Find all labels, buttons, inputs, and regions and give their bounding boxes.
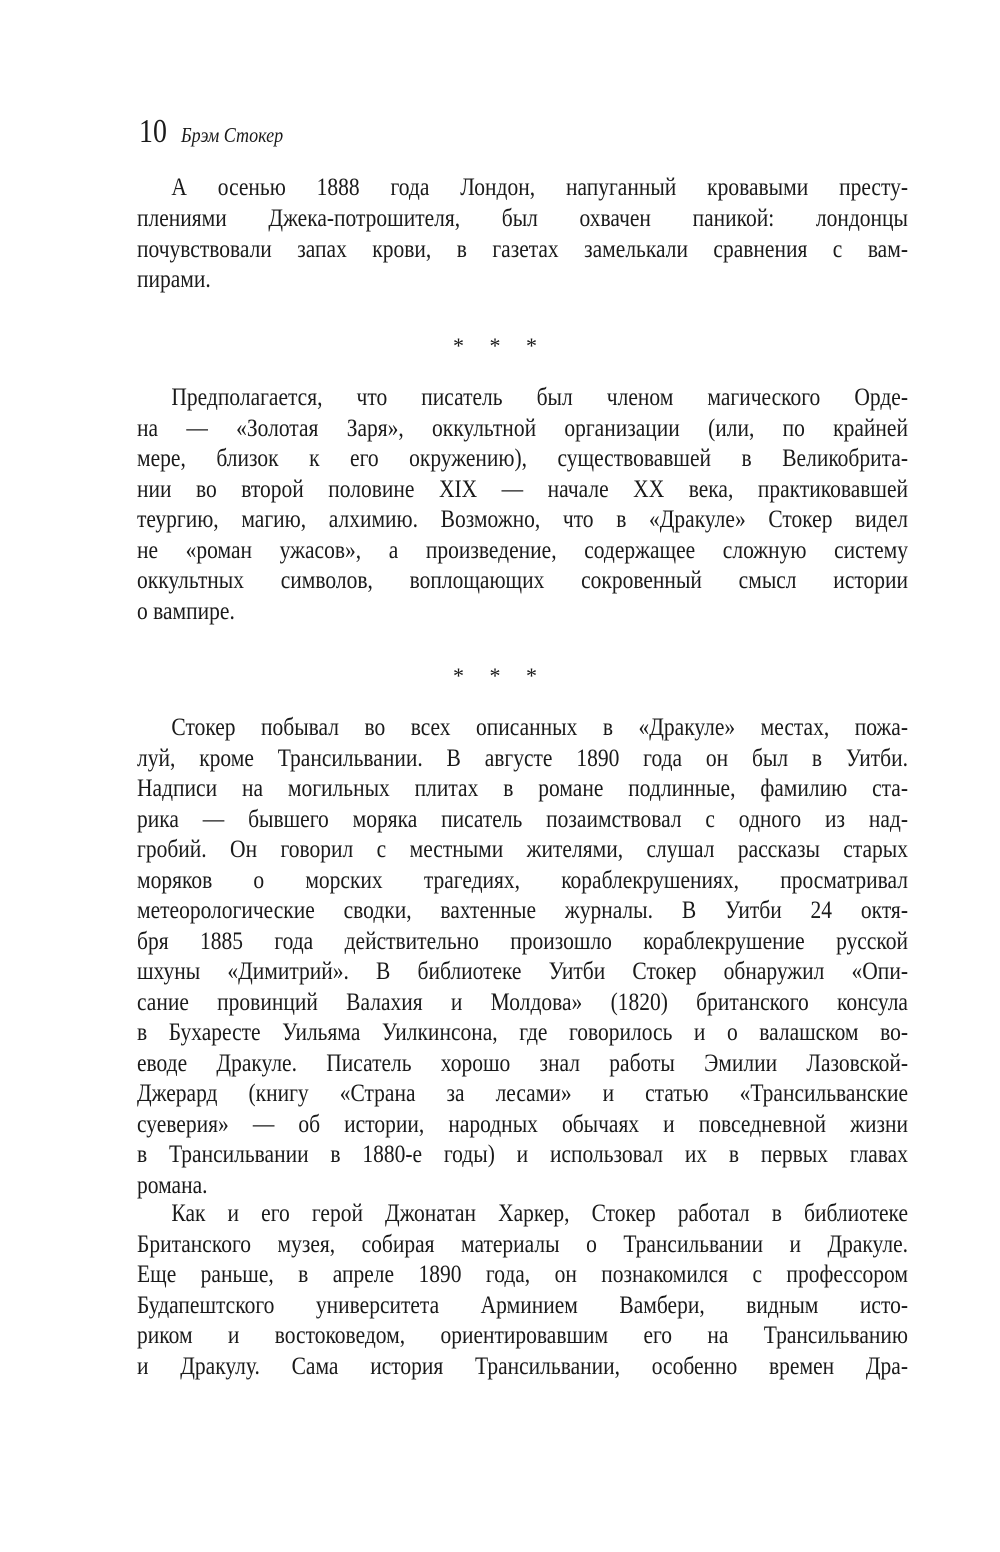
text-line xyxy=(137,172,908,203)
text-line xyxy=(137,596,908,627)
text-line-content xyxy=(137,264,908,295)
text-line xyxy=(137,773,908,804)
text-line-label: и Дракулу. Сама история Трансильвании, особенно времен Дра- xyxy=(137,1353,908,1380)
text-line-label: о вампире. xyxy=(137,598,235,625)
text-line xyxy=(137,926,908,957)
text-line xyxy=(137,1078,908,1109)
text-line-content xyxy=(137,203,908,234)
text-line-label: романа. xyxy=(137,1172,208,1199)
text-line xyxy=(137,865,908,896)
text-line-label: метеорологические сводки, вахтенные журналы. В Уитби 24 октя- xyxy=(137,897,908,924)
text-line xyxy=(137,264,908,295)
text-line-label: мере, близок к его окружению), существовавшей в Великобрита- xyxy=(137,445,908,472)
text-line-label: еводе Дракуле. Писатель хорошо знал работы Эмилии Лазовской- xyxy=(137,1050,908,1077)
text-line xyxy=(137,413,908,444)
text-line-label: Предполагается, что писатель был членом магического Орде- xyxy=(171,384,908,411)
text-line-content xyxy=(137,1198,908,1229)
text-line-label: плениями Джека-потрошителя, был охвачен паникой: лондонцы xyxy=(137,205,908,232)
text-line xyxy=(137,203,908,234)
text-line-label: луй, кроме Трансильвании. В августе 1890 года он был в Уитби. xyxy=(137,745,908,772)
text-line-label: Британского музея, собирая материалы о Трансильвании и Дракуле. xyxy=(137,1231,908,1258)
text-line-label: Еще раньше, в апреле 1890 года, он познакомился с профессором xyxy=(137,1261,908,1288)
running-head-author: Брэм Стокер xyxy=(181,123,284,147)
text-line-label: нии во второй половине XIX — начале XX века, практиковавшей xyxy=(137,476,908,503)
text-line-label: пирами. xyxy=(137,266,211,293)
text-line xyxy=(137,895,908,926)
text-line-content xyxy=(137,1078,908,1109)
text-line-label: почувствовали запах крови, в газетах замелькали сравнения с вам- xyxy=(137,236,908,263)
text-line-content xyxy=(137,474,908,505)
text-line xyxy=(137,834,908,865)
text-line xyxy=(137,1290,908,1321)
text-line-label: суеверия» — об истории, народных обычаях и повседневной жизни xyxy=(137,1111,908,1138)
text-line-label: А осенью 1888 года Лондон, напуганный кровавыми престу- xyxy=(171,174,908,201)
text-line xyxy=(137,987,908,1018)
text-line-content xyxy=(137,1048,908,1079)
text-line xyxy=(137,1320,908,1351)
text-line-content xyxy=(137,773,908,804)
text-line xyxy=(137,1017,908,1048)
text-line xyxy=(137,712,908,743)
text-line xyxy=(137,1139,908,1170)
text-line-content xyxy=(137,596,908,627)
text-line-content xyxy=(137,504,908,535)
text-line xyxy=(137,382,908,413)
page-number: 10 xyxy=(139,113,167,150)
text-line xyxy=(137,1109,908,1140)
text-line-content xyxy=(137,926,908,957)
text-line xyxy=(137,443,908,474)
text-line xyxy=(137,1259,908,1290)
text-line-content xyxy=(137,1259,908,1290)
text-line-content xyxy=(137,743,908,774)
text-line-label: рика — бывшего моряка писатель позаимствовал с одного из над- xyxy=(137,806,908,833)
text-line-content xyxy=(137,834,908,865)
text-line-label: моряков о морских трагедиях, кораблекрушениях, просматривал xyxy=(137,867,908,894)
text-line xyxy=(137,234,908,265)
text-line-label: на — «Золотая Заря», оккультной организации (или, по крайней xyxy=(137,415,908,442)
text-line-content xyxy=(137,172,908,203)
text-line-label: Стокер побывал во всех описанных в «Дракуле» местах, пожа- xyxy=(171,714,908,741)
text-line-content xyxy=(137,1229,908,1260)
text-line xyxy=(137,474,908,505)
text-line-content xyxy=(137,1351,908,1382)
text-line-label: риком и востоковедом, ориентировавшим его на Трансильванию xyxy=(137,1322,908,1349)
text-line-content xyxy=(137,1170,908,1201)
text-line-content xyxy=(137,804,908,835)
text-line-content xyxy=(137,443,908,474)
text-line-label: сание провинций Валахия и Молдова» (1820) британского консула xyxy=(137,989,908,1016)
text-line-label: бря 1885 года действительно произошло кораблекрушение русской xyxy=(137,928,908,955)
text-line-label: в Трансильвании в 1880-е годы) и использовал их в первых главах xyxy=(137,1141,908,1168)
text-line-content xyxy=(137,565,908,596)
text-line-content xyxy=(137,1139,908,1170)
text-line-label: Джерард (книгу «Страна за лесами» и статью «Трансильванские xyxy=(137,1080,908,1107)
text-line-content xyxy=(137,234,908,265)
text-line-label: гробий. Он говорил с местными жителями, слушал рассказы старых xyxy=(137,836,908,863)
text-line-label: теургию, магию, алхимию. Возможно, что в «Дракуле» Стокер видел xyxy=(137,506,908,533)
text-line xyxy=(137,743,908,774)
text-line-label: Как и его герой Джонатан Харкер, Стокер работал в библиотеке xyxy=(171,1200,908,1227)
section-separator: * * * xyxy=(453,333,547,358)
text-line-content xyxy=(137,987,908,1018)
text-line xyxy=(137,1351,908,1382)
text-line-content xyxy=(137,956,908,987)
page-header xyxy=(139,112,300,152)
text-line xyxy=(137,804,908,835)
text-line-label: не «роман ужасов», а произведение, содержащее сложную систему xyxy=(137,537,908,564)
text-line-content xyxy=(137,895,908,926)
section-separator: * * * xyxy=(453,663,547,688)
text-line-label: шхуны «Димитрий». В библиотеке Уитби Стокер обнаружил «Опи- xyxy=(137,958,908,985)
text-line xyxy=(137,1198,908,1229)
text-line xyxy=(137,1048,908,1079)
text-line xyxy=(137,504,908,535)
text-line-label: в Бухаресте Уильяма Уилкинсона, где говорилось и о валашском во- xyxy=(137,1019,908,1046)
text-line-content xyxy=(137,535,908,566)
text-line-content xyxy=(137,413,908,444)
text-line xyxy=(137,1170,908,1201)
text-line xyxy=(137,565,908,596)
text-line xyxy=(137,1229,908,1260)
text-line xyxy=(137,956,908,987)
text-line-label: Будапештского университета Арминием Вамбери, видным исто- xyxy=(137,1292,908,1319)
text-line-label: оккультных символов, воплощающих сокровенный смысл истории xyxy=(137,567,908,594)
text-line-content xyxy=(137,712,908,743)
text-line-content xyxy=(137,865,908,896)
text-line-content xyxy=(137,1290,908,1321)
text-line xyxy=(137,535,908,566)
text-line-content xyxy=(137,1017,908,1048)
text-line-label: Надписи на могильных плитах в романе подлинные, фамилию ста- xyxy=(137,775,908,802)
text-line-content xyxy=(137,1320,908,1351)
text-line-content xyxy=(137,1109,908,1140)
text-line-content xyxy=(137,382,908,413)
